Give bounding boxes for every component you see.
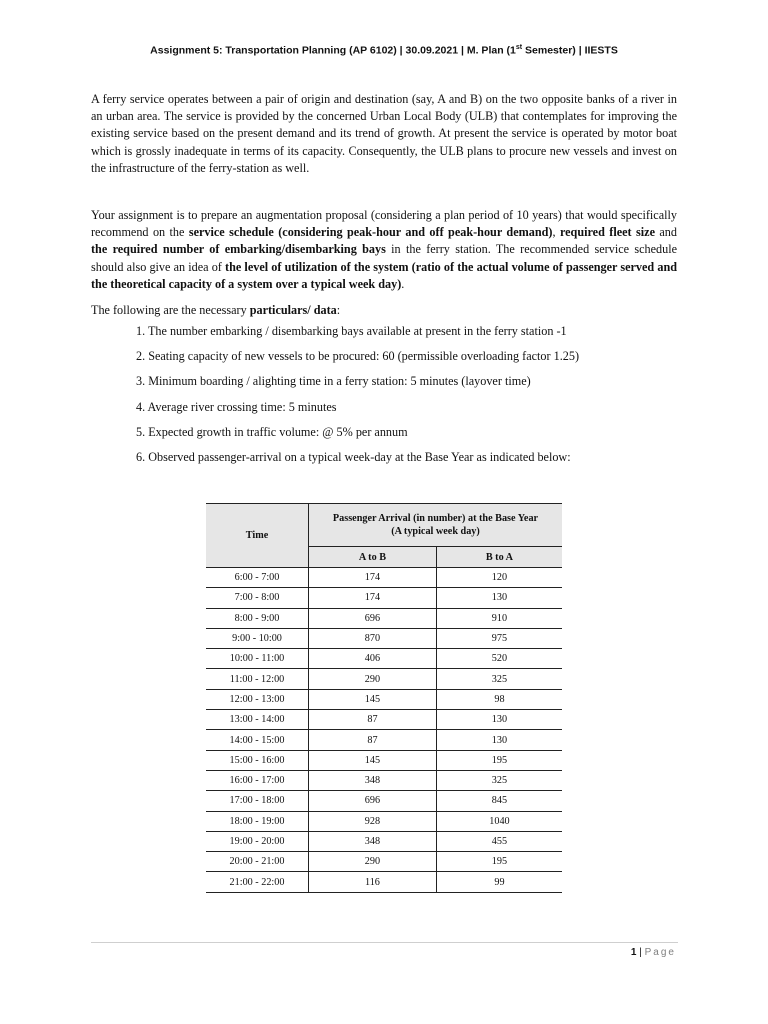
b-to-a-cell: 130 [436, 730, 562, 750]
assignment-bold-3: the required number of embarking/disembarking bays [91, 242, 386, 257]
header-group-line2: (A typical week day) [391, 526, 480, 537]
paragraph-description: A ferry service operates between a pair of origin and destination (say, A and B) on the two opposite banks of a river in an urban area. The service is provided by the concerned Urban Local Body (ULB) that contemplates for improving the existing service based on the present demand and its trend of growth. At present the service is operated by motor boat which is grossly inadequate in terms of its capacity. Consequently, the ULB plans to procure new vessels and invest on the infrastructure of the ferry-station as well. [91, 92, 677, 175]
intro-text-2: : [336, 303, 341, 318]
a-to-b-cell: 145 [309, 750, 437, 770]
a-to-b-cell: 87 [309, 710, 437, 730]
time-cell: 9:00 - 10:00 [206, 628, 309, 648]
a-to-b-cell: 870 [309, 628, 437, 648]
b-to-a-cell: 325 [436, 669, 562, 689]
a-to-b-cell: 348 [309, 831, 437, 851]
table-row [206, 831, 562, 851]
intro-text-1: The following are the necessary [91, 303, 250, 318]
b-to-a-cell: 975 [436, 628, 562, 648]
a-to-b-cell: 290 [309, 852, 437, 872]
table-row [206, 669, 562, 689]
a-to-b-cell: 174 [309, 588, 437, 608]
b-to-a-cell: 130 [436, 588, 562, 608]
time-cell: 16:00 - 17:00 [206, 770, 309, 790]
time-cell: 8:00 - 9:00 [206, 608, 309, 628]
intro-bold: particulars/ data [249, 303, 337, 318]
b-to-a-cell: 325 [436, 770, 562, 790]
list-item: 2. Seating capacity of new vessels to be procured: 60 (permissible overloading factor 1.25) [136, 349, 580, 364]
time-cell: 15:00 - 16:00 [206, 750, 309, 770]
list-item: 3. Minimum boarding / alighting time in a ferry station: 5 minutes (layover time) [136, 374, 531, 389]
list-item: 5. Expected growth in traffic volume: @ 5% per annum [136, 424, 408, 439]
table-row [206, 852, 562, 872]
table-row [206, 750, 562, 770]
a-to-b-cell: 928 [309, 811, 437, 831]
assignment-bold-4: the level of utilization of the system (ratio of the actual volume of passenger served and the theoretical capacity of a system over a typical week day) [91, 259, 678, 291]
assignment-text-1: Your assignment is to prepare an augmentation proposal (considering a plan period of 10 years) that would specifically recommend on the [91, 208, 677, 240]
table-body [206, 568, 562, 893]
paragraph-assignment [91, 207, 677, 293]
header-group-line1: Passenger Arrival (in number) at the Base Year [332, 513, 539, 524]
particulars-intro [91, 302, 677, 319]
document-body [91, 91, 677, 474]
a-to-b-cell: 348 [309, 770, 437, 790]
table-row [206, 689, 562, 709]
page-number: 1 [630, 947, 637, 958]
b-to-a-cell: 1040 [436, 811, 562, 831]
time-cell: 10:00 - 11:00 [206, 649, 309, 669]
table-row [206, 872, 562, 892]
time-cell: 13:00 - 14:00 [206, 710, 309, 730]
a-to-b-cell: 696 [309, 608, 437, 628]
table-row [206, 628, 562, 648]
particulars-list [91, 323, 677, 466]
b-to-a-cell: 455 [436, 831, 562, 851]
time-cell: 21:00 - 22:00 [206, 872, 309, 892]
b-to-a-cell: 520 [436, 649, 562, 669]
table-row [206, 730, 562, 750]
list-item: 6. Observed passenger-arrival on a typical week-day at the Base Year as indicated below: [136, 449, 571, 464]
assignment-text-2: , [552, 225, 560, 240]
table-row [206, 588, 562, 608]
header-text-part1: Assignment 5: Transportation Planning (AP 6102) | 30.09.2021 | M. Plan (1 [150, 44, 516, 57]
b-to-a-cell: 99 [436, 872, 562, 892]
time-cell: 7:00 - 8:00 [206, 588, 309, 608]
time-cell: 11:00 - 12:00 [206, 669, 309, 689]
header-passenger-arrival [309, 504, 563, 547]
b-to-a-cell: 195 [436, 750, 562, 770]
assignment-text-5: . [401, 276, 405, 291]
a-to-b-cell: 87 [309, 730, 437, 750]
a-to-b-cell: 406 [309, 649, 437, 669]
time-cell: 14:00 - 15:00 [206, 730, 309, 750]
passenger-arrival-table [206, 503, 562, 893]
a-to-b-cell: 696 [309, 791, 437, 811]
header-text-part2: Semester) | IIESTS [522, 44, 618, 57]
page-footer [631, 947, 676, 958]
b-to-a-cell: 130 [436, 710, 562, 730]
list-item: 4. Average river crossing time: 5 minutes [136, 399, 337, 414]
header-superscript: st [515, 44, 523, 51]
table-row [206, 608, 562, 628]
time-cell: 20:00 - 21:00 [206, 852, 309, 872]
b-to-a-cell: 98 [436, 689, 562, 709]
list-item: 1. The number embarking / disembarking bays available at present in the ferry station -1 [136, 324, 567, 339]
table-row [206, 791, 562, 811]
assignment-bold-1: service schedule (considering peak-hour and off peak-hour demand) [188, 225, 553, 240]
header-a-to-b: A to B [309, 547, 437, 568]
assignment-text-3: and [654, 225, 677, 240]
table-row [206, 710, 562, 730]
header-b-to-a: B to A [436, 547, 562, 568]
page-header [0, 44, 768, 57]
b-to-a-cell: 195 [436, 852, 562, 872]
a-to-b-cell: 174 [309, 568, 437, 588]
a-to-b-cell: 116 [309, 872, 437, 892]
header-time: Time [206, 504, 309, 568]
assignment-bold-2: required fleet size [559, 225, 655, 240]
footer-divider [91, 942, 678, 943]
time-cell: 17:00 - 18:00 [206, 791, 309, 811]
page-separator: | [636, 947, 645, 958]
page-word: Page [644, 947, 676, 958]
a-to-b-cell: 290 [309, 669, 437, 689]
table-row [206, 811, 562, 831]
table-row [206, 770, 562, 790]
assignment-text-4: in the ferry station. The recommended service schedule should also give an idea of [91, 242, 677, 274]
time-cell: 12:00 - 13:00 [206, 689, 309, 709]
b-to-a-cell: 845 [436, 791, 562, 811]
b-to-a-cell: 910 [436, 608, 562, 628]
time-cell: 6:00 - 7:00 [206, 568, 309, 588]
a-to-b-cell: 145 [309, 689, 437, 709]
time-cell: 19:00 - 20:00 [206, 831, 309, 851]
table-row [206, 649, 562, 669]
table-row [206, 568, 562, 588]
b-to-a-cell: 120 [436, 568, 562, 588]
time-cell: 18:00 - 19:00 [206, 811, 309, 831]
